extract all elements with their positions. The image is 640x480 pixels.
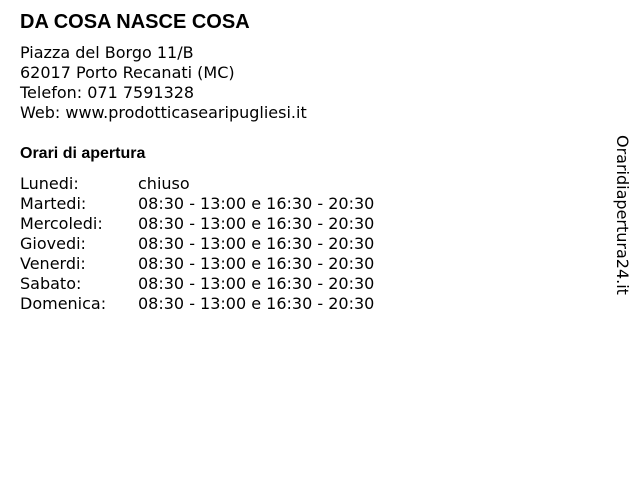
day-label: Lunedi: [20,174,79,193]
day-label: Mercoledi: [20,214,103,233]
business-name: DA COSA NASCE COSA [20,11,250,33]
time-value: 08:30 - 13:00 e 16:30 - 20:30 [138,274,375,293]
address-street: Piazza del Borgo 11/B [20,43,194,62]
website: Web: www.prodotticasearipugliesi.it [20,103,307,122]
time-value: 08:30 - 13:00 e 16:30 - 20:30 [138,214,375,233]
day-label: Venerdi: [20,254,86,273]
time-value: 08:30 - 13:00 e 16:30 - 20:30 [138,194,375,213]
day-label: Giovedi: [20,234,86,253]
day-label: Domenica: [20,294,107,313]
address-block [20,43,307,123]
day-label: Sabato: [20,274,82,293]
time-value: 08:30 - 13:00 e 16:30 - 20:30 [138,294,375,313]
day-label: Martedi: [20,194,87,213]
hours-title: Orari di apertura [20,145,146,162]
address-city: 62017 Porto Recanati (MC) [20,63,235,82]
time-value: 08:30 - 13:00 e 16:30 - 20:30 [138,254,375,273]
phone-number: Telefon: 071 7591328 [20,83,195,102]
watermark-text: Oraridiapertura24.it [613,135,632,295]
time-value: 08:30 - 13:00 e 16:30 - 20:30 [138,234,375,253]
time-value: chiuso [138,174,190,193]
